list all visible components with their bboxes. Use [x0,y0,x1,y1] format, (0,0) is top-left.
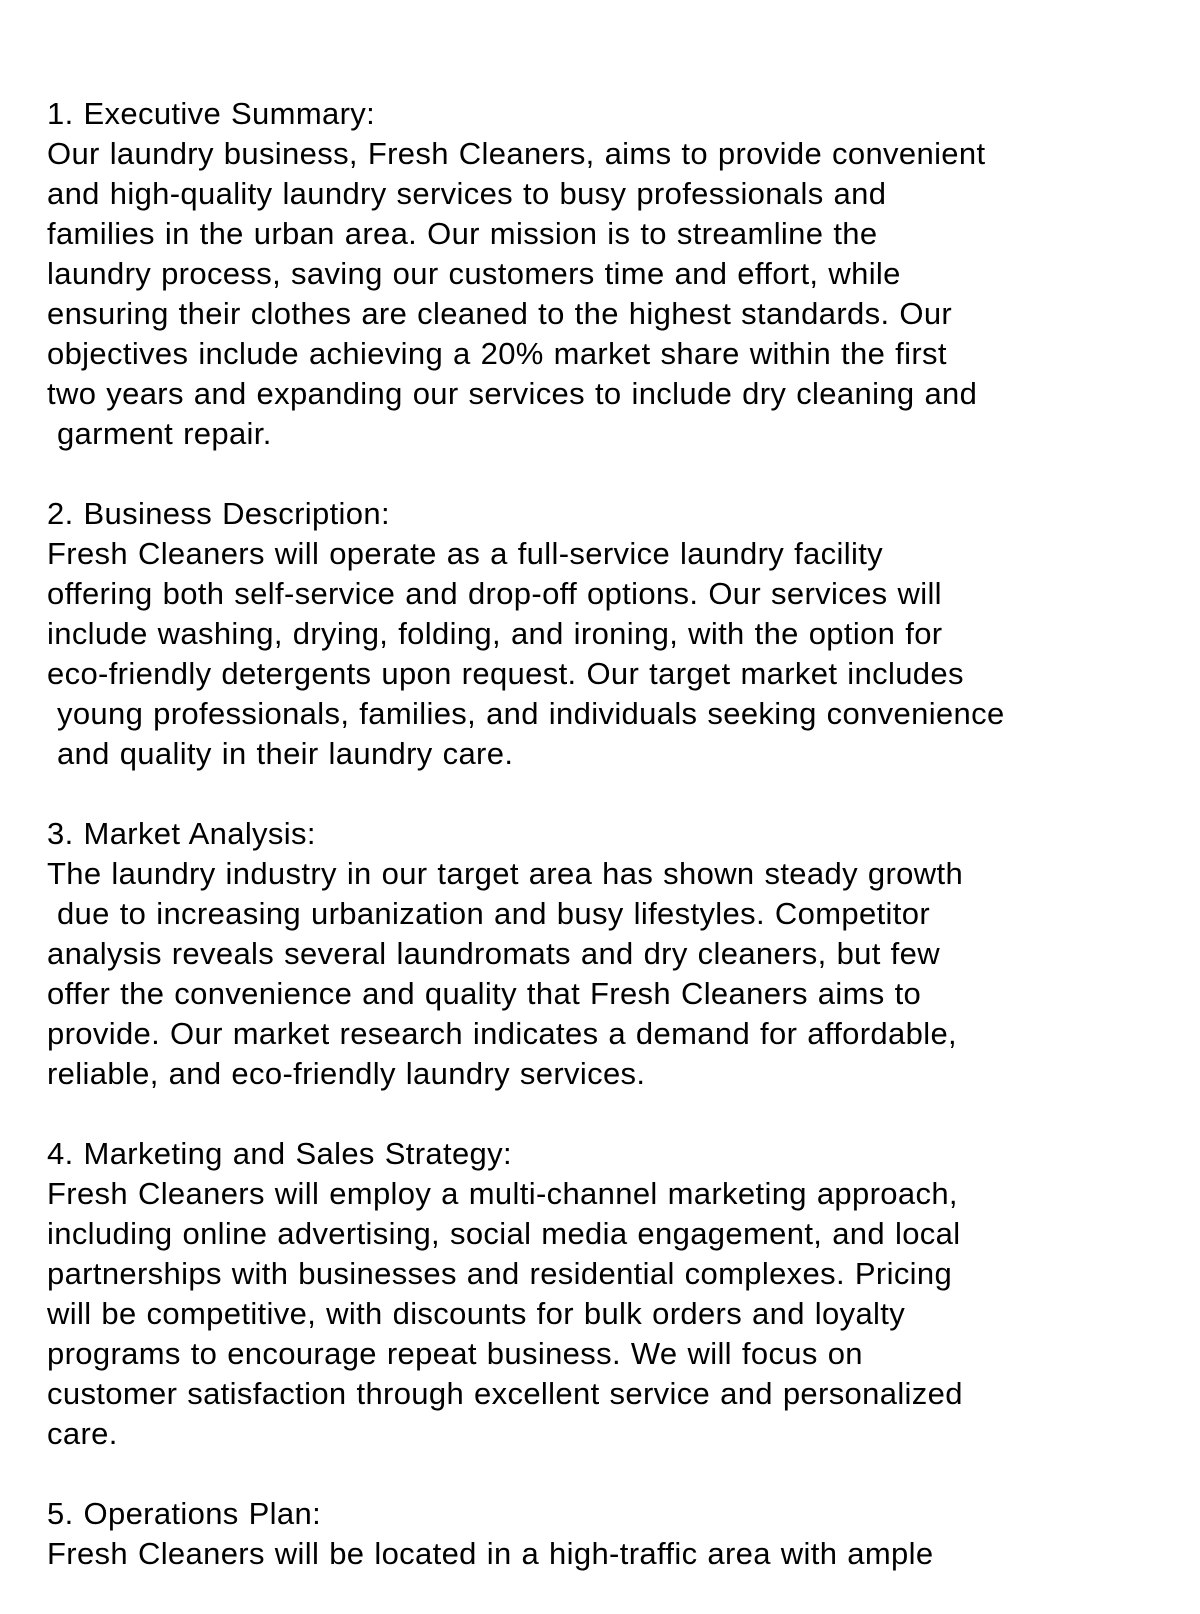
body-line: offer the convenience and quality that Fresh Cleaners aims to [47,976,922,1011]
section-market-analysis [47,814,1192,1094]
section-body [47,854,1192,1094]
body-line: ensuring their clothes are cleaned to the highest standards. Our [47,296,953,331]
body-line: Fresh Cleaners will be located in a high-traffic area with ample [47,1536,934,1571]
section-body [47,534,1192,774]
body-line: laundry process, saving our customers time and effort, while [47,256,901,291]
body-line: The laundry industry in our target area has shown steady growth [47,856,964,891]
body-line: including online advertising, social media engagement, and local [47,1216,961,1251]
section-body [47,1534,1192,1574]
body-line: due to increasing urbanization and busy lifestyles. Competitor [47,896,931,931]
body-line: include washing, drying, folding, and ironing, with the option for [47,616,943,651]
document-page [47,94,1192,1614]
section-heading: 4. Marketing and Sales Strategy: [47,1136,512,1171]
body-line: and high-quality laundry services to busy professionals and [47,176,887,211]
section-heading: 2. Business Description: [47,496,390,531]
body-line: partnerships with businesses and residential complexes. Pricing [47,1256,953,1291]
body-line: Fresh Cleaners will operate as a full-service laundry facility [47,536,884,571]
body-line: two years and expanding our services to include dry cleaning and [47,376,978,411]
section-body [47,134,1192,454]
body-line: reliable, and eco-friendly laundry services. [47,1056,646,1091]
body-line: customer satisfaction through excellent service and personalized [47,1376,963,1411]
body-line: analysis reveals several laundromats and dry cleaners, but few [47,936,940,971]
body-line: families in the urban area. Our mission is to streamline the [47,216,878,251]
body-line: young professionals, families, and individuals seeking convenience [47,696,1005,731]
section-marketing-sales-strategy [47,1134,1192,1454]
section-heading: 3. Market Analysis: [47,816,316,851]
section-heading: 5. Operations Plan: [47,1496,322,1531]
body-line: Our laundry business, Fresh Cleaners, aims to provide convenient [47,136,986,171]
body-line: offering both self-service and drop-off options. Our services will [47,576,942,611]
body-line: will be competitive, with discounts for bulk orders and loyalty [47,1296,906,1331]
body-line: objectives include achieving a 20% market share within the first [47,336,947,371]
section-heading: 1. Executive Summary: [47,96,376,131]
body-line: and quality in their laundry care. [47,736,514,771]
body-line: provide. Our market research indicates a demand for affordable, [47,1016,957,1051]
body-line: garment repair. [47,416,272,451]
body-line: eco-friendly detergents upon request. Our target market includes [47,656,964,691]
section-body [47,1174,1192,1454]
section-business-description [47,494,1192,774]
section-operations-plan [47,1494,1192,1574]
body-line: programs to encourage repeat business. We will focus on [47,1336,863,1371]
body-line: Fresh Cleaners will employ a multi-channel marketing approach, [47,1176,958,1211]
section-executive-summary [47,94,1192,454]
body-line: care. [47,1416,118,1451]
